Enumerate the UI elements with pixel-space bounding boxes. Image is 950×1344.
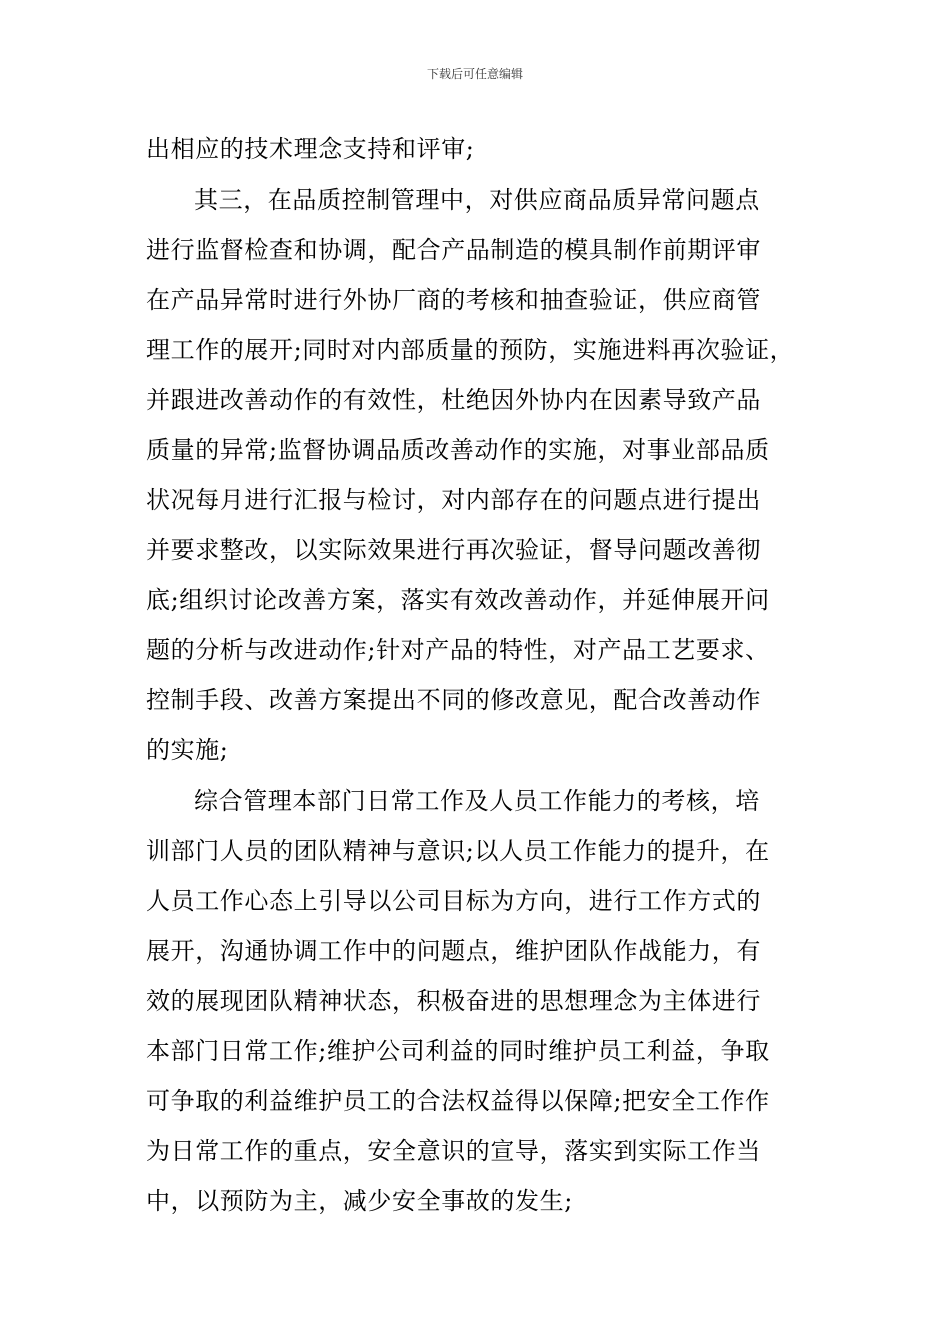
text-line: 并要求整改，以实际效果进行再次验证，督导问题改善彻	[146, 536, 761, 564]
text-line: 训部门人员的团队精神与意识;以人员工作能力的提升，在	[146, 837, 770, 865]
text-line: 理工作的展开;同时对内部质量的预防，实施进料再次验证，	[146, 336, 795, 364]
text-line: 本部门日常工作;维护公司利益的同时维护员工利益，争取	[146, 1037, 770, 1065]
text-line: 综合管理本部门日常工作及人员工作能力的考核，培	[194, 787, 760, 815]
text-line: 为日常工作的重点，安全意识的宣导，落实到实际工作当	[146, 1137, 761, 1165]
text-line: 题的分析与改进动作;针对产品的特性，对产品工艺要求、	[146, 636, 770, 664]
text-line: 状况每月进行汇报与检讨，对内部存在的问题点进行提出	[146, 486, 761, 514]
text-line: 质量的异常;监督协调品质改善动作的实施，对事业部品质	[146, 436, 770, 464]
text-line: 中，以预防为主，减少安全事故的发生;	[146, 1187, 573, 1215]
text-line: 其三，在品质控制管理中，对供应商品质异常问题点	[194, 186, 760, 214]
text-line: 并跟进改善动作的有效性，杜绝因外协内在因素导致产品	[146, 386, 761, 414]
page-header: 下载后可任意编辑	[426, 67, 523, 81]
text-line: 进行监督检查和协调，配合产品制造的模具制作前期评审	[146, 236, 761, 264]
text-line: 可争取的利益维护员工的合法权益得以保障;把安全工作作	[146, 1087, 770, 1115]
text-line: 在产品异常时进行外协厂商的考核和抽查验证，供应商管	[146, 286, 761, 314]
text-line: 的实施;	[146, 736, 229, 764]
text-line: 人员工作心态上引导以公司目标为方向，进行工作方式的	[146, 887, 761, 915]
text-line: 出相应的技术理念支持和评审;	[146, 135, 475, 163]
text-line: 底;组织讨论改善方案，落实有效改善动作，并延伸展开问	[146, 586, 770, 614]
text-line: 控制手段、改善方案提出不同的修改意见，配合改善动作	[146, 686, 761, 714]
text-line: 效的展现团队精神状态，积极奋进的思想理念为主体进行	[146, 987, 761, 1015]
text-line: 展开，沟通协调工作中的问题点，维护团队作战能力，有	[146, 937, 761, 965]
